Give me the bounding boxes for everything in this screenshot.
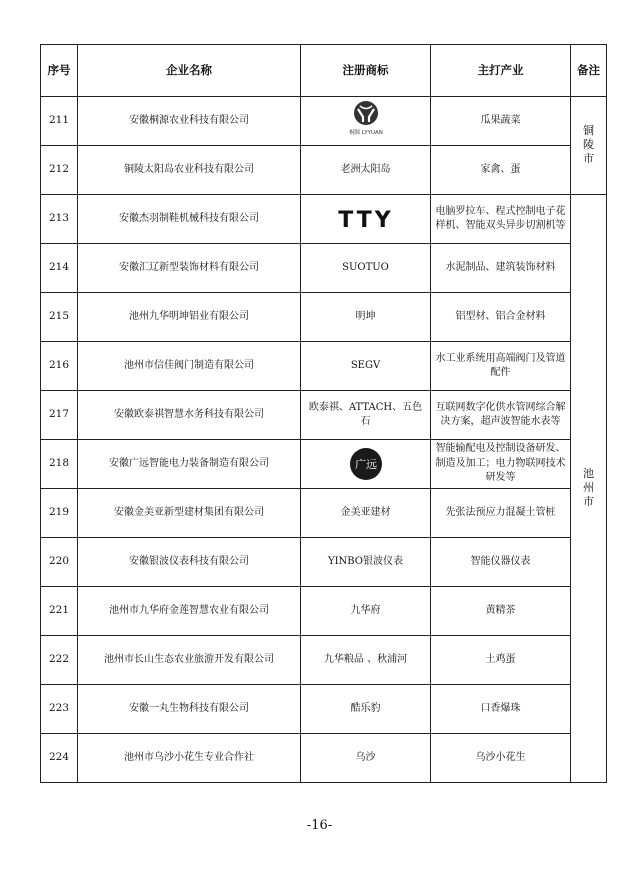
row-seq: 216 [41,342,78,391]
row-company: 池州市乌沙小花生专业合作社 [78,734,301,783]
row-seq: 213 [41,195,78,244]
table-header-row [41,45,607,97]
tty-logo-text: TTY [337,208,394,230]
table-row [41,391,607,440]
row-seq: 224 [41,734,78,783]
header-industry: 主打产业 [431,45,571,97]
table-row [41,734,607,783]
row-company: 池州九华明坤铝业有限公司 [78,293,301,342]
row-seq: 219 [41,489,78,538]
row-industry: 土鸡蛋 [431,636,571,685]
table-row [41,195,607,244]
header-trademark: 注册商标 [301,45,431,97]
row-seq: 222 [41,636,78,685]
tongyuan-logo-text: 桐源 LYYUAN [348,130,383,137]
row-industry: 口香爆珠 [431,685,571,734]
row-seq: 217 [41,391,78,440]
row-seq: 212 [41,146,78,195]
row-trademark: 欧泰祺、ATTACH、五色石 [301,391,431,440]
row-company: 铜陵太阳岛农业科技有限公司 [78,146,301,195]
table-row [41,440,607,489]
table-row [41,342,607,391]
row-trademark: SUOTUO [301,244,431,293]
table-row [41,489,607,538]
row-industry: 瓜果蔬菜 [431,97,571,146]
enterprise-table [40,44,607,783]
row-company: 池州市信佳阀门制造有限公司 [78,342,301,391]
row-company: 安徽一丸生物科技有限公司 [78,685,301,734]
guangyuan-logo-text: 广远 [354,458,377,471]
row-trademark: 乌沙 [301,734,431,783]
row-trademark: 九华府 [301,587,431,636]
row-trademark: 明坤 [301,293,431,342]
row-trademark-logo [301,440,431,489]
row-company: 安徽金美亚新型建材集团有限公司 [78,489,301,538]
table-row [41,146,607,195]
tongyuan-logo-icon [346,98,386,138]
header-note: 备注 [571,45,607,97]
row-industry: 智能仪器仪表 [431,538,571,587]
row-industry: 乌沙小花生 [431,734,571,783]
table-row [41,293,607,342]
row-seq: 215 [41,293,78,342]
row-industry: 先张法预应力混凝土管桩 [431,489,571,538]
row-trademark: 老洲太阳岛 [301,146,431,195]
guangyuan-logo-icon [349,447,383,481]
row-trademark-logo [301,97,431,146]
row-trademark: 酷乐豹 [301,685,431,734]
header-seq: 序号 [41,45,78,97]
row-seq: 214 [41,244,78,293]
row-seq: 220 [41,538,78,587]
tty-logo-icon [324,208,408,230]
row-industry: 铝型材、铝合金材料 [431,293,571,342]
row-company: 安徽汇辽新型装饰材料有限公司 [78,244,301,293]
row-industry: 智能输配电及控制设备研发、制造及加工；电力物联网技术研发等 [431,440,571,489]
region-label: 池州市 [583,466,594,509]
page-number: -16- [306,818,333,833]
row-trademark: 九华粮品 、秋浦河 [301,636,431,685]
row-company: 安徽桐源农业科技有限公司 [78,97,301,146]
row-industry: 互联网数字化供水管网综合解决方案，超声波智能水表等 [431,391,571,440]
row-trademark: 金美亚建材 [301,489,431,538]
row-company: 池州市长山生态农业旅游开发有限公司 [78,636,301,685]
table-row [41,587,607,636]
row-seq: 211 [41,97,78,146]
row-company: 安徽银波仪表科技有限公司 [78,538,301,587]
row-industry: 电脑罗拉车、程式控制电子花样机、智能双头异步切割机等 [431,195,571,244]
region-note-tongling [571,97,607,195]
table-row [41,244,607,293]
region-label: 铜陵市 [583,123,594,166]
row-industry: 水泥制品、建筑装饰材料 [431,244,571,293]
row-company: 安徽杰羽制鞋机械科技有限公司 [78,195,301,244]
table-row [41,636,607,685]
row-trademark: SEGV [301,342,431,391]
row-trademark: YINBO银波仪表 [301,538,431,587]
row-trademark-logo [301,195,431,244]
row-seq: 223 [41,685,78,734]
region-note-chizhou [571,195,607,783]
row-company: 池州市九华府金莲智慧农业有限公司 [78,587,301,636]
row-company: 安徽欧泰祺智慧水务科技有限公司 [78,391,301,440]
row-industry: 水工业系统用高端阀门及管道配件 [431,342,571,391]
row-company: 安徽广远智能电力装备制造有限公司 [78,440,301,489]
table-row [41,538,607,587]
row-seq: 221 [41,587,78,636]
table-row [41,97,607,146]
row-industry: 黄精茶 [431,587,571,636]
table-row [41,685,607,734]
row-seq: 218 [41,440,78,489]
header-company: 企业名称 [78,45,301,97]
row-industry: 家禽、蛋 [431,146,571,195]
